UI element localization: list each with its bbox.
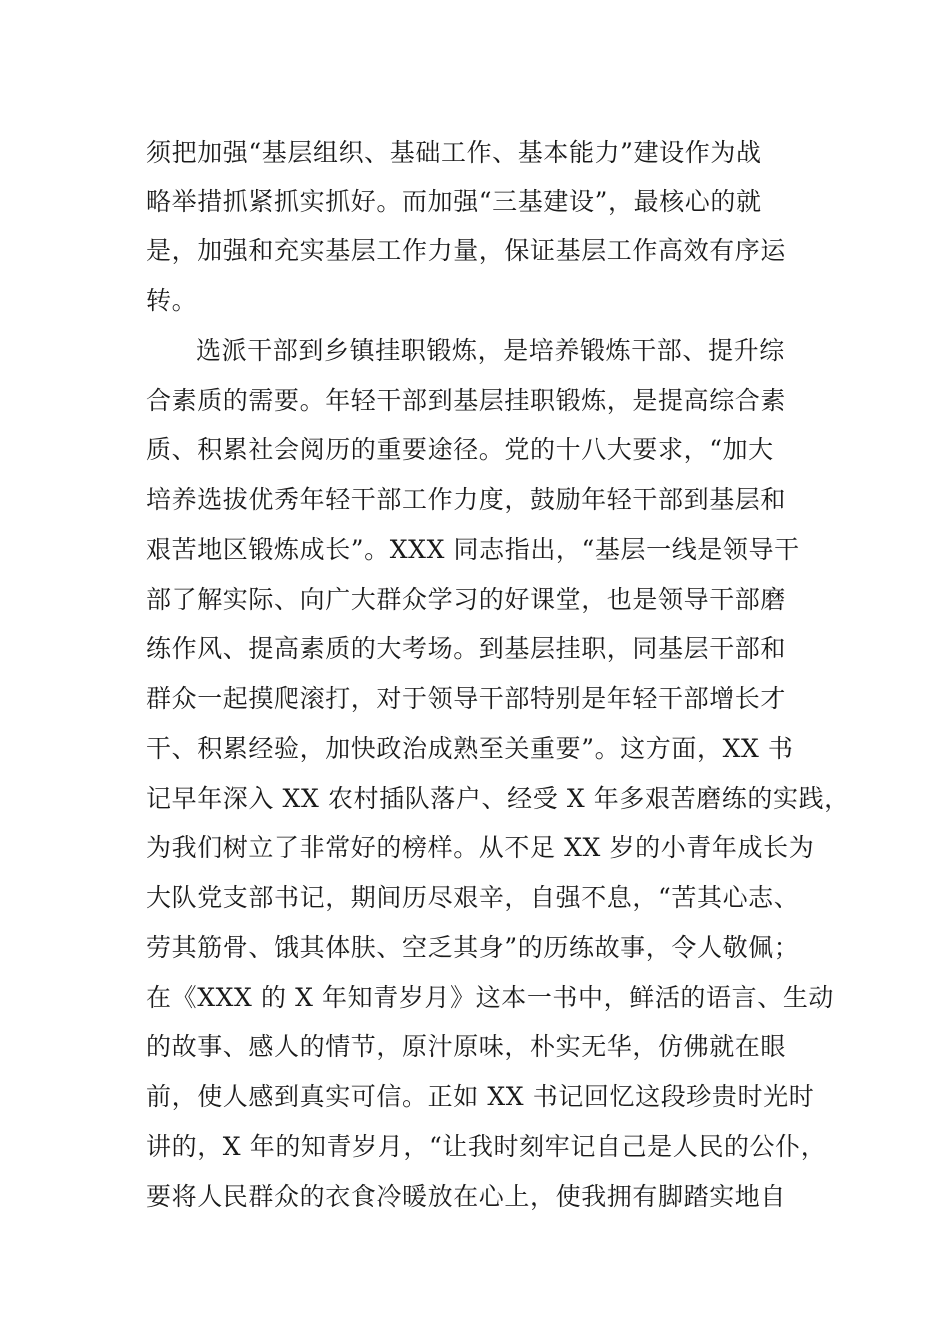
- text-line: 的故事、感人的情节，原汁原味，朴实无华，仿佛就在眼: [146, 1032, 787, 1061]
- text-line: 群众一起摸爬滚打，对于领导干部特别是年轻干部增长才: [146, 684, 787, 713]
- text-line: 劳其筋骨、饿其体肤、空乏其身”的历练故事，令人敬佩；: [146, 933, 800, 962]
- text-line: 部了解实际、向广大群众学习的好课堂，也是领导干部磨: [146, 585, 787, 614]
- text-line: 大队党支部书记，期间历尽艰辛，自强不息，“苦其心志、: [146, 883, 800, 912]
- text-line: 略举措抓紧抓实抓好。而加强“三基建设”，最核心的就: [146, 187, 762, 216]
- text-line: 培养选拔优秀年轻干部工作力度，鼓励年轻干部到基层和: [146, 485, 787, 514]
- text-line: 干、积累经验，加快政治成熟至关重要”。这方面，XX 书: [146, 734, 794, 763]
- text-line: 讲的，X 年的知青岁月，“让我时刻牢记自己是人民的公仆，: [146, 1132, 827, 1161]
- text-line: 艰苦地区锻炼成长”。XXX 同志指出，“基层一线是领导干: [146, 535, 800, 564]
- text-line: 记早年深入 XX 农村插队落户、经受 X 年多艰苦磨练的实践，: [146, 784, 850, 813]
- paragraph-first-line: 选派干部到乡镇挂职锻炼，是培养锻炼干部、提升综: [196, 336, 785, 365]
- text-line: 为我们树立了非常好的榜样。从不足 XX 岁的小青年成长为: [146, 833, 815, 862]
- text-line: 质、积累社会阅历的重要途径。党的十八大要求，“加大: [146, 435, 774, 464]
- text-line: 前，使人感到真实可信。正如 XX 书记回忆这段珍贵时光时: [146, 1082, 815, 1111]
- text-line: 练作风、提高素质的大考场。到基层挂职，同基层干部和: [146, 634, 787, 663]
- text-line: 要将人民群众的衣食冷暖放在心上，使我拥有脚踏实地自: [146, 1182, 787, 1211]
- text-line: 转。: [146, 286, 198, 315]
- text-line: 在《XXX 的 X 年知青岁月》这本一书中，鲜活的语言、生动: [146, 983, 835, 1012]
- text-line: 须把加强“基层组织、基础工作、基本能力”建设作为战: [146, 138, 762, 167]
- text-line: 是，加强和充实基层工作力量，保证基层工作高效有序运: [146, 236, 787, 265]
- text-line: 合素质的需要。年轻干部到基层挂职锻炼，是提高综合素: [146, 386, 787, 415]
